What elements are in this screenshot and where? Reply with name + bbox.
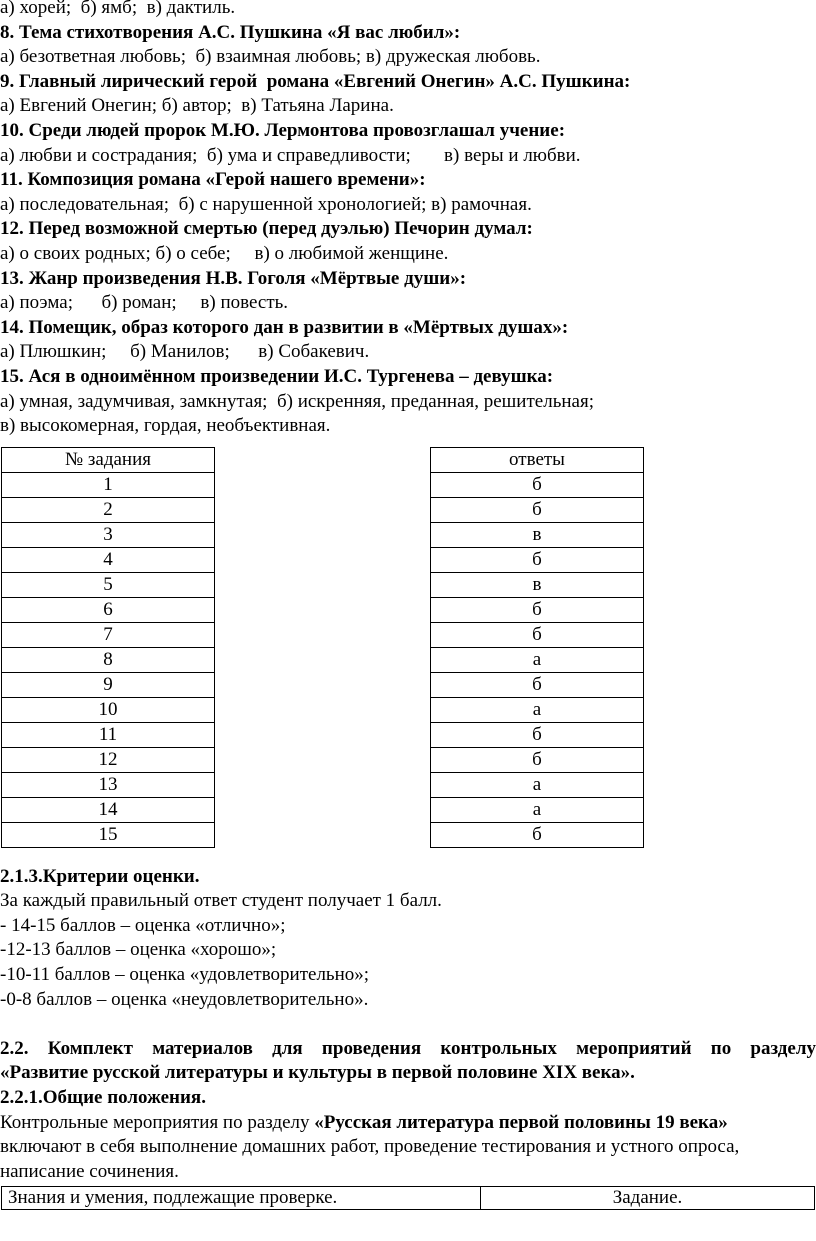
table-row [2, 747, 215, 772]
table-row [431, 622, 644, 647]
section-title-bold: «Русская литература первой половины 19 века» [314, 1111, 728, 1133]
task-number-cell: 14 [2, 797, 215, 822]
q8-options: а) безответная любовь; б) взаимная любовь; в) дружеская любовь. [0, 46, 541, 68]
answer-cell: б [431, 722, 644, 747]
q15-options-line1: а) умная, задумчивая, замкнутая; б) искренняя, преданная, решительная; [0, 390, 594, 412]
q13-options: а) поэма; б) роман; в) повесть. [0, 292, 289, 314]
table-col-skills: Знания и умения, подлежащие проверке. [2, 1187, 481, 1210]
answer-cell: а [431, 772, 644, 797]
answer-cell: в [431, 522, 644, 547]
answer-cell: б [431, 622, 644, 647]
sub-heading: 2.2.1.Общие положения. [0, 1087, 206, 1109]
table-row [431, 447, 644, 472]
task-number-cell: 15 [2, 822, 215, 847]
answer-cell: б [431, 497, 644, 522]
table-row [431, 822, 644, 847]
table-row [2, 672, 215, 697]
criteria-line: -10-11 баллов – оценка «удовлетворительно»; [0, 964, 370, 986]
q14-title: 14. Помещик, образ которого дан в развитии в «Мёртвых душах»: [0, 316, 569, 338]
task-number-cell: 13 [2, 772, 215, 797]
task-number-cell: 10 [2, 697, 215, 722]
table-row [2, 522, 215, 547]
table-row [2, 797, 215, 822]
section-heading-line2: «Развитие русской литературы и культуры в первой половине XIX века». [0, 1062, 635, 1084]
criteria-line: -0-8 баллов – оценка «неудовлетворительно». [0, 988, 369, 1010]
table-row [431, 522, 644, 547]
answer-cell: б [431, 747, 644, 772]
table-row [431, 647, 644, 672]
table-row [431, 722, 644, 747]
table-row [2, 697, 215, 722]
answer-cell: б [431, 822, 644, 847]
q9-options: а) Евгений Онегин; б) автор; в) Татьяна Ларина. [0, 95, 394, 117]
criteria-heading: 2.1.3.Критерии оценки. [0, 865, 200, 887]
answers-table [430, 447, 644, 848]
table-row [431, 547, 644, 572]
paragraph-line1 [0, 1111, 816, 1136]
task-number-cell: 11 [2, 722, 215, 747]
q15-title: 15. Ася в одноимённом произведении И.С. Тургенева – девушка: [0, 365, 554, 387]
task-number-cell: 9 [2, 672, 215, 697]
table-row [431, 797, 644, 822]
task-number-cell: 6 [2, 597, 215, 622]
task-number-cell: 8 [2, 647, 215, 672]
answer-cell: а [431, 697, 644, 722]
table-row [2, 472, 215, 497]
answer-cell: б [431, 672, 644, 697]
task-number-cell: 1 [2, 472, 215, 497]
task-number-table [1, 447, 215, 848]
q8-title: 8. Тема стихотворения А.С. Пушкина «Я вас любил»: [0, 21, 461, 43]
q11-options: а) последовательная; б) с нарушенной хронологией; в) рамочная. [0, 193, 532, 215]
table-row [2, 447, 215, 472]
q12-title: 12. Перед возможной смертью (перед дуэлью) Печорин думал: [0, 218, 533, 240]
table-row [2, 647, 215, 672]
table-header-row [2, 1187, 815, 1210]
q11-title: 11. Композиция романа «Герой нашего времени»: [0, 169, 426, 191]
table-row [431, 597, 644, 622]
table-row [2, 497, 215, 522]
table-row [431, 572, 644, 597]
table-row [2, 772, 215, 797]
task-number-cell: 4 [2, 547, 215, 572]
table-row [2, 722, 215, 747]
task-number-cell: 5 [2, 572, 215, 597]
task-number-cell: 7 [2, 622, 215, 647]
table-row [431, 747, 644, 772]
paragraph-line3: написание сочинения. [0, 1160, 179, 1182]
table-row [431, 497, 644, 522]
table-row [2, 822, 215, 847]
criteria-line: -12-13 баллов – оценка «хорошо»; [0, 939, 277, 961]
task-number-cell: 12 [2, 747, 215, 772]
table-row [431, 772, 644, 797]
criteria-line: - 14-15 баллов – оценка «отлично»; [0, 914, 286, 936]
answer-cell: б [431, 472, 644, 497]
q10-options: а) любви и сострадания; б) ума и справедливости; в) веры и любви. [0, 144, 581, 166]
table-row [431, 697, 644, 722]
q13-title: 13. Жанр произведения Н.В. Гоголя «Мёртвые души»: [0, 267, 467, 289]
answer-tables [0, 447, 816, 847]
answer-cell: б [431, 547, 644, 572]
table-row [2, 572, 215, 597]
section-heading-line1: 2.2. Комплект материалов для проведения контрольных мероприятий по разделу [0, 1037, 816, 1059]
q14-options: а) Плюшкин; б) Манилов; в) Собакевич. [0, 341, 370, 363]
table-row [2, 597, 215, 622]
table-col-task: Задание. [481, 1187, 815, 1210]
q9-title: 9. Главный лирический герой романа «Евгений Онегин» А.С. Пушкина: [0, 70, 631, 92]
table-row [431, 672, 644, 697]
table-row [431, 472, 644, 497]
answers-header: ответы [431, 447, 644, 472]
criteria-table [1, 1186, 815, 1210]
paragraph-line2: включают в себя выполнение домашних работ, проведение тестирования и устного опроса, [0, 1136, 740, 1158]
q10-title: 10. Среди людей пророк М.Ю. Лермонтова провозглашал учение: [0, 119, 566, 141]
table-row [2, 547, 215, 572]
criteria-intro: За каждый правильный ответ студент получает 1 балл. [0, 890, 442, 912]
q15-options-line2: в) высокомерная, гордая, необъективная. [0, 415, 331, 437]
q12-options: а) о своих родных; б) о себе; в) о любимой женщине. [0, 242, 449, 264]
task-number-cell: 2 [2, 497, 215, 522]
answer-cell: в [431, 572, 644, 597]
q7-options: а) хорей; б) ямб; в) дактиль. [0, 0, 236, 18]
paragraph-prefix: Контрольные мероприятия по разделу [0, 1111, 315, 1133]
answer-cell: б [431, 597, 644, 622]
table-row [2, 622, 215, 647]
answer-cell: а [431, 797, 644, 822]
task-number-cell: 3 [2, 522, 215, 547]
answer-cell: а [431, 647, 644, 672]
task-number-header: № задания [2, 447, 215, 472]
